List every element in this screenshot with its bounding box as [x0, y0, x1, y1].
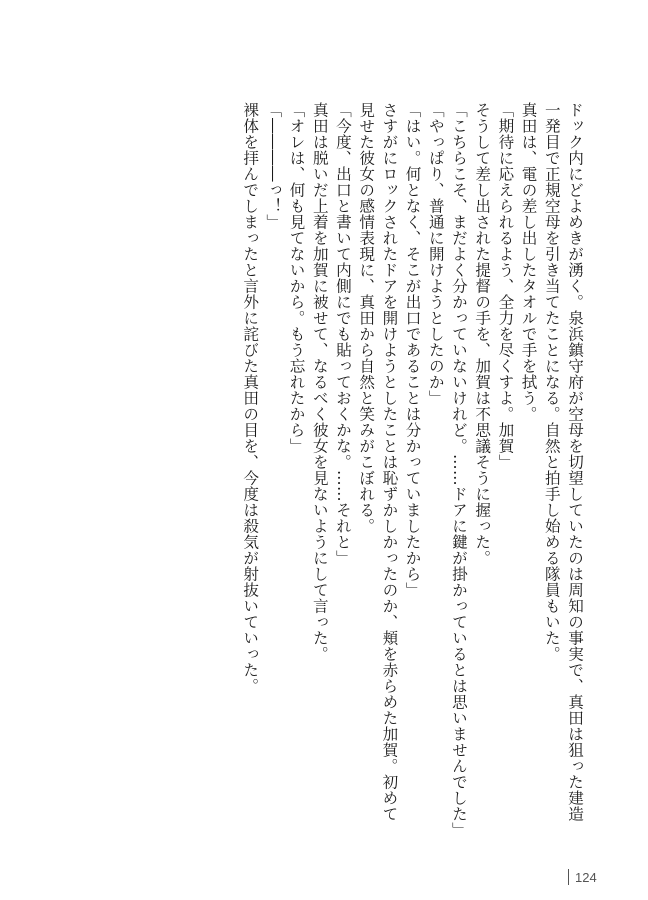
page-folio: [568, 869, 597, 885]
folio-divider: [568, 869, 569, 885]
text-line: 「今度、出口と書いて内側にでも貼っておくかな。……それと」: [333, 102, 352, 566]
text-line: 見せた彼女の感情表現に、真田から自然と笑みがこぼれる。: [357, 102, 376, 534]
text-line: 「やっぱり、普通に開けようとしたのか」: [426, 102, 445, 406]
page-number: 124: [575, 869, 597, 885]
text-line: 「――――っ！」: [264, 102, 283, 230]
text-line: さすがにロックされたドアを開けようとしたことは恥ずかしかったのか、頬を赤らめた加賀。初めて: [380, 102, 399, 822]
text-line: 「期待に応えられるよう、全力を尽くすよ。加賀」: [496, 102, 515, 470]
text-line: 「こちらこそ、まだよく分かっていないけれど。……ドアに鍵が掛かっているとは思いませんでした」: [449, 102, 468, 838]
text-line: 裸体を拝んでしまったと言外に詫びた真田の目を、今度は殺気が射抜いていった。: [241, 102, 260, 694]
text-line: ドック内にどよめきが湧く。泉浜鎮守府が空母を切望していたのは周知の事実で、真田は狙った建造: [566, 102, 584, 822]
text-line: 「はい。何となく、そこが出口であることは分かっていましたから」: [403, 102, 422, 598]
text-line: そうして差し出された提督の手を、加賀は不思議そうに握った。: [473, 102, 492, 566]
vertical-text-body: [86, 102, 586, 842]
text-line: 真田は脱いだ上着を加賀に被せて、なるべく彼女を見ないようにして言った。: [310, 102, 329, 662]
text-line: 「オレは、何も見てないから。もう忘れたから」: [287, 102, 306, 454]
text-line: 真田は、電の差し出したタオルで手を拭う。: [519, 102, 538, 422]
text-line: 一発目で正規空母を引き当てたことになる。自然と拍手し始める隊員もいた。: [542, 102, 561, 662]
